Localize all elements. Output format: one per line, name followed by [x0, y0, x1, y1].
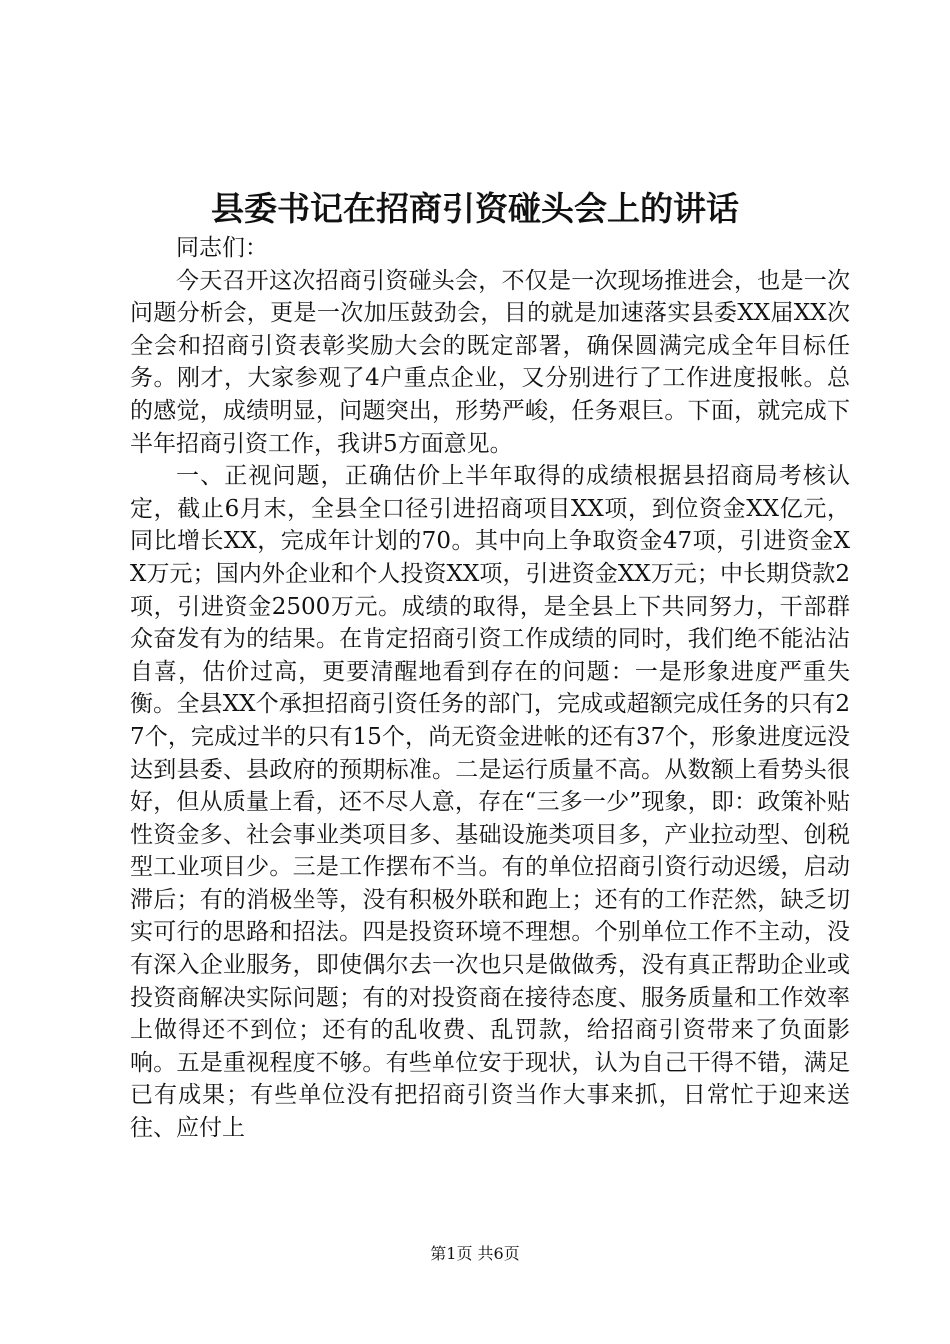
salutation-paragraph: 同志们：	[176, 235, 268, 261]
document-body	[130, 232, 850, 1145]
document-title: 县委书记在招商引资碰头会上的讲话	[211, 189, 739, 228]
page-number-footer: 第1页 共6页	[430, 1244, 520, 1263]
section-one-paragraph: 一、正视问题，正确估价上半年取得的成绩根据县招商局考核认定，截止6月末，全县全口径引进招商项目XX项，到位资金XX亿元，同比增长XX，完成年计划的70。其中向上争取资金47项，引进资金XX万元；国内外企业和个人投资XX项，引进资金XX万元；中长期贷款2项，引进资金2500万元。成绩的取得，是全县上下共同努力，干部群众奋发有为的结果。在肯定招商引资工作成绩的同时，我们绝不能沾沾自喜，估价过高，更要清醒地看到存在的问题：一是形象进度严重失衡。全县XX个承担招商引资任务的部门，完成或超额完成任务的只有27个，完成过半的只有15个，尚无资金进帐的还有37个，形象进度远没达到县委、县政府的预期标准。二是运行质量不高。从数额上看势头很好，但从质量上看，还不尽人意，存在“三多一少”现象，即：政策补贴性资金多、社会事业类项目多、基础设施类项目多，产业拉动型、创税型工业项目少。三是工作摆布不当。有的单位招商引资行动迟缓，启动滞后；有的消极坐等，没有积极外联和跑上；还有的工作茫然，缺乏切实可行的思路和招法。四是投资环境不理想。个别单位工作不主动，没有深入企业服务，即使偶尔去一次也只是做做秀，没有真正帮助企业或投资商解决实际问题；有的对投资商在接待态度、服务质量和工作效率上做得还不到位；还有的乱收费、乱罚款，给招商引资带来了负面影响。五是重视程度不够。有些单位安于现状，认为自己干得不错，满足已有成果；有些单位没有把招商引资当作大事来抓，日常忙于迎来送往、应付上	[130, 463, 850, 1142]
intro-paragraph: 今天召开这次招商引资碰头会，不仅是一次现场推进会，也是一次问题分析会，更是一次加压鼓劲会，目的就是加速落实县委XX届XX次全会和招商引资表彰奖励大会的既定部署，确保圆满完成全年目标任务。刚才，大家参观了4户重点企业，又分别进行了工作进度报帐。总的感觉，成绩明显，问题突出，形势严峻，任务艰巨。下面，就完成下半年招商引资工作，我讲5方面意见。	[130, 267, 850, 457]
